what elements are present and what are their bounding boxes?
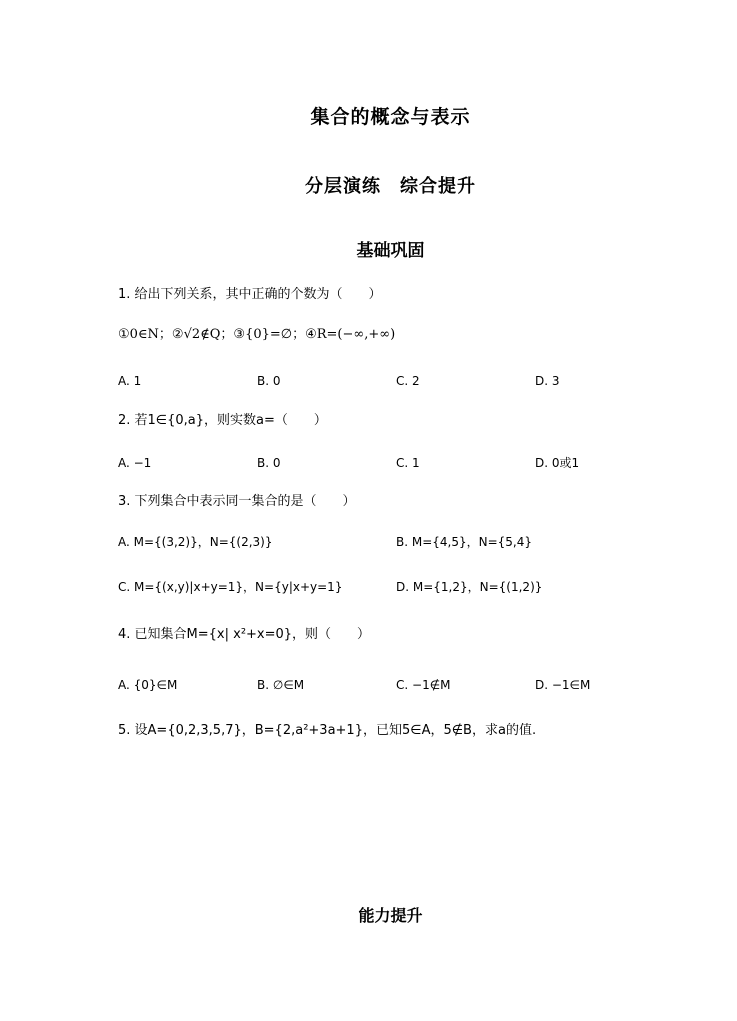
question-4-option-d: D. −1∈M	[535, 678, 591, 692]
section-heading-advanced: 能力提升	[358, 906, 423, 925]
page-subtitle: 分层演练 综合提升	[305, 176, 476, 197]
question-4-option-b: B. ∅∈M	[257, 678, 305, 692]
question-1-option-c: C. 2	[396, 374, 420, 388]
question-1-statements: ①0∈N；②√2∉Q；③{0}=∅；④R=(−∞,+∞)	[118, 327, 396, 342]
question-2-stem: 2. 若1∈{0,a}，则实数a=（ ）	[118, 413, 327, 428]
question-3-option-d: D. M={1,2}，N={(1,2)}	[396, 580, 543, 594]
question-3-option-c: C. M={(x,y)|x+y=1}，N={y|x+y=1}	[118, 580, 343, 594]
section-heading-basic: 基础巩固	[356, 241, 425, 261]
question-3-option-a: A. M={(3,2)}，N={(2,3)}	[118, 535, 273, 549]
question-1-option-a: A. 1	[118, 374, 142, 388]
question-2-option-c: C. 1	[396, 456, 420, 470]
question-1-stem: 1. 给出下列关系，其中正确的个数为（ ）	[118, 287, 382, 302]
question-1-option-d: D. 3	[535, 374, 560, 388]
question-3-option-b: B. M={4,5}，N={5,4}	[396, 535, 533, 549]
question-5-stem: 5. 设A={0,2,3,5,7}，B={2,a²+3a+1}，已知5∈A，5∉B，求a的值.	[118, 723, 537, 738]
question-4-option-a: A. {0}∈M	[118, 678, 178, 692]
question-3-stem: 3. 下列集合中表示同一集合的是（ ）	[118, 494, 356, 509]
question-1-option-b: B. 0	[257, 374, 281, 388]
question-2-option-b: B. 0	[257, 456, 281, 470]
question-2-option-d: D. 0或1	[535, 456, 580, 470]
page-title: 集合的概念与表示	[310, 106, 471, 128]
question-4-option-c: C. −1∉M	[396, 678, 451, 692]
question-2-option-a: A. −1	[118, 456, 152, 470]
question-4-stem: 4. 已知集合M={x| x²+x=0}，则（ ）	[118, 627, 371, 642]
